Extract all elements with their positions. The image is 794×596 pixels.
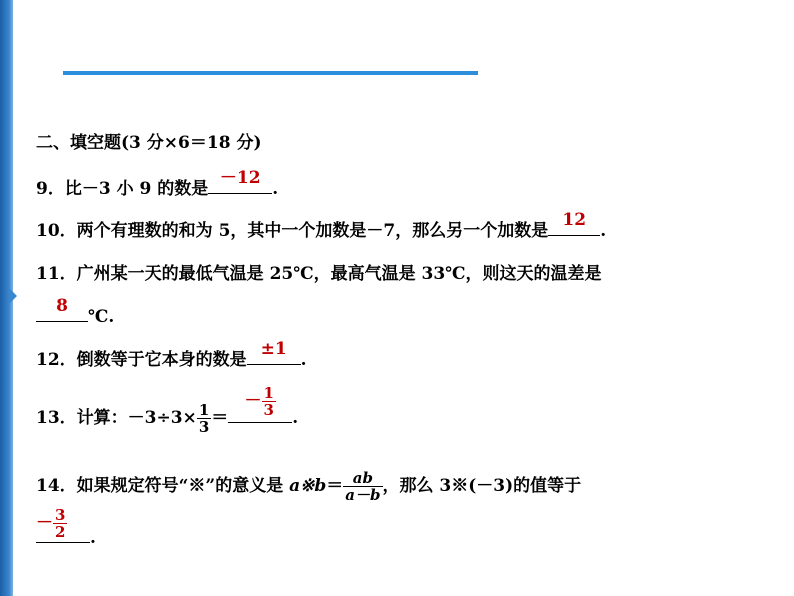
question-9-answer: －12 xyxy=(219,168,261,188)
answer-sign: － xyxy=(36,513,53,533)
question-13-period: . xyxy=(292,408,299,428)
question-14-period: . xyxy=(90,528,96,548)
question-12-text: 12．倒数等于它本身的数是 xyxy=(36,350,247,370)
question-9-period: . xyxy=(272,179,279,199)
side-arrow-icon xyxy=(9,288,17,304)
question-11-blank[interactable] xyxy=(36,296,88,322)
question-12-period: . xyxy=(300,350,307,370)
question-13-answer xyxy=(228,385,292,418)
question-10-blank[interactable] xyxy=(548,210,600,236)
answer-numerator: 1 xyxy=(263,384,274,402)
question-14-answer xyxy=(36,507,90,540)
question-13-fraction xyxy=(197,402,211,435)
question-14-continuation xyxy=(36,506,96,548)
question-10 xyxy=(36,210,607,241)
question-11-text: 11．广州某一天的最低气温是 25℃，最高气温是 33℃，则这天的温差是 xyxy=(36,264,602,284)
question-13-blank[interactable] xyxy=(228,384,292,423)
answer-denominator: 3 xyxy=(263,401,274,419)
answer-numerator: 3 xyxy=(55,506,66,524)
question-14-equals: ＝ xyxy=(326,476,344,496)
answer-fraction xyxy=(53,507,67,540)
fraction-denominator: a－b xyxy=(345,486,381,504)
question-14-blank[interactable] xyxy=(36,506,90,543)
answer-denominator: 2 xyxy=(55,523,66,541)
question-13-text: 13．计算：－3÷3× xyxy=(36,408,197,428)
title-underline-rule xyxy=(63,71,478,75)
answer-fraction xyxy=(262,385,276,418)
question-10-answer: 12 xyxy=(562,210,587,230)
answer-sign: － xyxy=(244,391,262,411)
question-10-text: 10．两个有理数的和为 5，其中一个加数是－7，那么另一个加数是 xyxy=(36,221,549,241)
fraction-denominator: 3 xyxy=(198,418,210,436)
question-14-lhs: a※b xyxy=(289,476,327,496)
question-9-blank[interactable] xyxy=(208,168,272,194)
question-14-text: 14．如果规定符号“※”的意义是 xyxy=(36,476,290,496)
question-11-answer: 8 xyxy=(56,296,68,316)
question-9-text: 9．比－3 小 9 的数是 xyxy=(36,179,209,199)
question-11 xyxy=(36,264,602,284)
fraction-numerator: ab xyxy=(352,469,374,487)
question-12-answer: ±1 xyxy=(260,339,287,359)
question-13-equals: ＝ xyxy=(211,408,229,428)
question-14-fraction xyxy=(343,470,382,503)
question-14-rest: ，那么 3※(－3)的值等于 xyxy=(382,476,582,496)
question-12-blank[interactable] xyxy=(247,339,301,365)
question-12 xyxy=(36,339,307,370)
question-11-continuation xyxy=(36,296,115,327)
fraction-numerator: 1 xyxy=(198,401,210,419)
question-11-unit: ℃. xyxy=(88,307,115,327)
question-13 xyxy=(36,384,299,436)
question-9 xyxy=(36,168,279,199)
question-14 xyxy=(36,470,581,503)
section-title: 二、填空题(3 分×6＝18 分) xyxy=(36,133,262,153)
question-10-period: . xyxy=(600,221,607,241)
